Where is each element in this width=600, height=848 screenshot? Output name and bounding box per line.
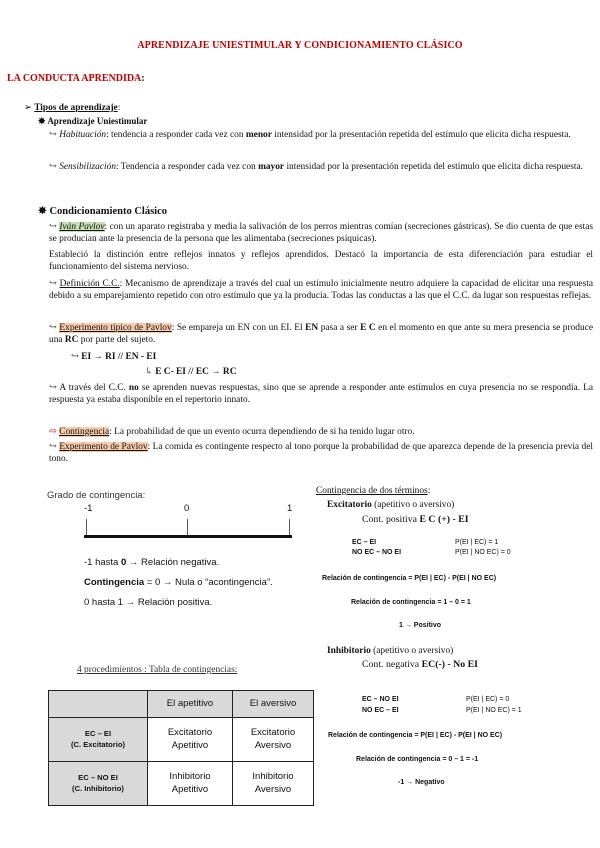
cell-text: Inhibitorio <box>252 770 294 782</box>
tick-neg <box>86 519 87 535</box>
right-arrow-icon: ⇨ <box>49 427 57 437</box>
dos-terminos-colon: : <box>427 486 431 496</box>
hook-arrow-icon: ↪ <box>71 352 79 362</box>
heading-colon: : <box>141 73 145 84</box>
through-text-a: A través del C.C. <box>56 383 129 393</box>
cell-exc-apetitivo <box>148 718 233 762</box>
dos-terminos-title: Contingencia de dos términos <box>316 486 428 496</box>
uniestimular-heading <box>38 116 147 128</box>
tick-zero <box>187 519 188 535</box>
exc-sub-a: Cont. positiva <box>362 514 420 525</box>
excitatorio-heading <box>327 499 454 511</box>
sen-text-c: intensidad por la presentación repetida del estímulo que elicita dicha respuesta. <box>284 162 583 172</box>
contingencia-paragraph <box>49 426 593 438</box>
cc-title: Condicionamiento Clásico <box>49 206 167 217</box>
row1-header-line1: EC – EI <box>84 729 112 739</box>
sen-text-b: mayor <box>258 162 285 172</box>
inh-row2-right: P(EI | NO EC) = 1 <box>466 707 522 714</box>
contingencia-term: Contingencia <box>59 427 110 437</box>
definicion-paragraph <box>49 278 593 303</box>
procedimientos-title: 4 procedimientos : Tabla de contingencias: <box>77 665 238 675</box>
section-heading <box>7 72 145 85</box>
grado-line-2 <box>84 577 273 590</box>
grado-l1-c: → Relación negativa. <box>126 557 220 568</box>
hook-arrow-icon: ↪ <box>49 383 57 393</box>
table-row <box>49 718 314 762</box>
definicion-text: : Mecanismo de aprendizaje a través del cual un estímulo inicialmente neutro adquiere la capacidad de elicitar una respuesta debido a su emparejamiento repetido con otro estímulo que ya la producía. Todas las conductas a las que el C.C. da lugar son respuestas reflejas. <box>49 279 593 302</box>
hab-text-a: : tendencia a responder cada vez con <box>106 130 246 140</box>
table-corner-cell <box>49 691 148 718</box>
inhibitorio-paren: (apetitivo o aversivo) <box>370 646 454 656</box>
definicion-term: Definición C.C. <box>59 279 120 289</box>
contingencia-exp-term: Experimento de Pavlov <box>59 442 148 452</box>
pavlov-text: : con un aparato registraba y media la salivación de los perros mientras comían (secreciones gástricas). Se dio cuenta de que estas se producían ante la presencia de la persona que les alimentaba (secreciones psíquicas). <box>49 222 594 245</box>
grado-l2-b: = 0 → Nula o “acontingencia”. <box>144 577 273 588</box>
through-text-c: se aprenden nuevas respuestas, sino que se aprende a responder ante estímulos en cuya presencia no se respondía. La respuesta ya estaba disponible en el repertorio innato. <box>49 383 593 406</box>
tick-label-zero: 0 <box>184 503 190 514</box>
tipos-heading <box>24 102 120 114</box>
excitatorio-paren: (apetitivo o aversivo) <box>371 500 455 510</box>
hook-arrow-icon: ↪ <box>49 130 57 140</box>
row2-header-line1: EC – NO EI <box>78 773 118 783</box>
hook-arrow-icon: ↪ <box>49 222 57 232</box>
contingencia-exp-text: : La comida es contingente respecto al tono porque la probabilidad de que aparezca depende de la presencia previa del tono. <box>49 442 593 465</box>
formula-1 <box>71 351 156 363</box>
contingencia-exp-paragraph <box>49 441 593 466</box>
cell-text: Inhibitorio <box>169 770 211 782</box>
exc-row1-right: P(EI | EC) = 1 <box>455 539 499 546</box>
star-bullet-icon: ✸ <box>38 116 46 126</box>
habituacion-term: Habituación <box>59 130 107 140</box>
sensibilizacion-term: Sensibilización <box>59 162 116 172</box>
section-heading-text: LA CONDUCTA APRENDIDA <box>7 73 142 84</box>
cell-inh-apetitivo <box>148 762 233 806</box>
row-header-inhibitorio <box>49 762 148 806</box>
formula-2 <box>145 366 236 378</box>
sensibilizacion-paragraph <box>49 161 593 173</box>
hook-arrow-icon: ↪ <box>49 162 57 172</box>
star-bullet-icon: ✸ <box>38 206 47 217</box>
pavlov-paragraph-2: Estableció la distinción entre reflejos innatos y reflejos aprendidos. Destacó la importancia de esta diferenciación para estudiar el funcionamiento del sistema nervioso. <box>49 250 593 273</box>
cell-text: Aversivo <box>254 739 292 751</box>
cell-exc-aversivo <box>233 718 314 762</box>
tick-label-neg: -1 <box>84 503 93 514</box>
exp-text-e: en el momento en que ante su mera presencia se produce una <box>49 323 594 346</box>
inh-calc: Relación de contingencia = 0 – 1 = -1 <box>356 756 479 763</box>
inhibitorio-heading <box>327 645 453 657</box>
cell-text: Excitatorio <box>250 726 296 738</box>
cell-text: Apetitivo <box>171 783 209 795</box>
contingencia-text: : La probabilidad de que un evento ocurra dependiendo de si ha tenido lugar otro. <box>109 427 415 437</box>
grado-title: Grado de contingencia: <box>47 490 146 501</box>
inh-sub-a: Cont. negativa <box>362 659 422 670</box>
table-row <box>49 762 314 806</box>
scale-line <box>84 535 292 538</box>
row-header-excitatorio <box>49 718 148 762</box>
grado-l1-a: -1 hasta <box>84 557 121 568</box>
pavlov-paragraph <box>49 221 593 246</box>
cc-heading <box>38 205 167 219</box>
cell-inh-aversivo <box>233 762 314 806</box>
inh-result: -1 → Negativo <box>398 779 445 786</box>
inh-sub-b: EC(-) - No EI <box>421 659 478 670</box>
sen-text-a: : Tendencia a responder cada vez con <box>115 162 259 172</box>
inhibitorio-sub <box>362 659 478 672</box>
tick-pos <box>289 519 290 535</box>
formula-2-text: E C- EI // EC → RC <box>155 367 237 377</box>
arrow-bullet-icon: ➢ <box>24 103 32 113</box>
pavlov-name: Iván Pavlov <box>59 222 105 232</box>
corner-arrow-icon: ↳ <box>145 367 153 377</box>
inh-row1-left: EC – NO EI <box>362 696 399 703</box>
exc-calc: Relación de contingencia = 1 – 0 = 1 <box>351 599 471 606</box>
inh-row1-right: P(EI | EC) = 0 <box>466 696 510 703</box>
exp-text-a: : Se empareja un EN con un EI. El <box>171 323 306 333</box>
table-header-row <box>49 691 314 718</box>
excitatorio-label: Excitatorio <box>327 500 372 510</box>
exc-row2-left: NO EC – NO EI <box>352 549 402 556</box>
exc-row2-right: P(EI | NO EC) = 0 <box>455 549 511 556</box>
through-text-b: no <box>128 383 139 393</box>
col-header-aversivo: El aversivo <box>233 691 314 718</box>
hook-arrow-icon: ↪ <box>49 279 57 289</box>
hook-arrow-icon: ↪ <box>49 442 57 452</box>
inhibitorio-label: Inhibitorio <box>327 646 371 656</box>
grado-l2-a: Contingencia <box>84 577 145 588</box>
habituacion-paragraph <box>49 129 593 141</box>
cell-text: Aversivo <box>254 783 292 795</box>
col-header-apetitivo: El apetitivo <box>148 691 233 718</box>
inh-row2-left: NO EC – EI <box>362 707 399 714</box>
grado-line-1 <box>84 557 219 570</box>
tipos-label: Tipos de aprendizaje <box>34 103 118 113</box>
experimento-term: Experimento típico de Pavlov <box>59 323 172 333</box>
uniestimular-title: Aprendizaje Uniestimular <box>47 116 148 126</box>
grado-line-3: 0 hasta 1 → Relación positiva. <box>84 597 213 608</box>
cell-text: Excitatorio <box>167 726 213 738</box>
hab-text-b: menor <box>245 130 272 140</box>
tipos-colon: : <box>117 103 121 113</box>
exp-text-b: EN <box>305 323 319 333</box>
row2-header-line2: (C. Inhibitorio) <box>72 783 124 793</box>
experimento-paragraph <box>49 322 593 347</box>
excitatorio-sub <box>362 514 469 527</box>
tick-label-pos: 1 <box>287 503 293 514</box>
grado-l1-b: 0 <box>120 557 127 568</box>
exc-result: 1 → Positivo <box>399 622 442 629</box>
exp-text-f: RC <box>64 335 79 346</box>
exc-sub-b: E C (+) - EI <box>419 514 469 525</box>
exp-text-d: E C <box>360 323 376 333</box>
document-title: APRENDIZAJE UNIESTIMULAR Y CONDICIONAMIENTO CLÁSICO <box>137 40 463 51</box>
contingency-table <box>48 690 314 806</box>
inh-relation: Relación de contingencia = P(EI | EC) - P(EI | NO EC) <box>328 732 503 739</box>
through-paragraph <box>49 382 593 407</box>
dos-terminos-heading <box>316 485 430 497</box>
row1-header-line2: (C. Excitatorio) <box>70 739 125 749</box>
exp-text-g: por parte del sujeto. <box>78 335 156 346</box>
exc-relation: Relación de contingencia = P(EI | EC) - P(EI | NO EC) <box>322 575 497 582</box>
hook-arrow-icon: ↪ <box>49 323 57 333</box>
exp-text-c: pasa a ser <box>318 323 361 333</box>
exc-row1-left: EC – EI <box>352 539 377 546</box>
hab-text-c: intensidad por la presentación repetida del estímulo que elicita dicha respuesta. <box>271 130 571 140</box>
formula-1-text: EI → RI // EN - EI <box>81 352 157 362</box>
cell-text: Apetitivo <box>171 739 209 751</box>
